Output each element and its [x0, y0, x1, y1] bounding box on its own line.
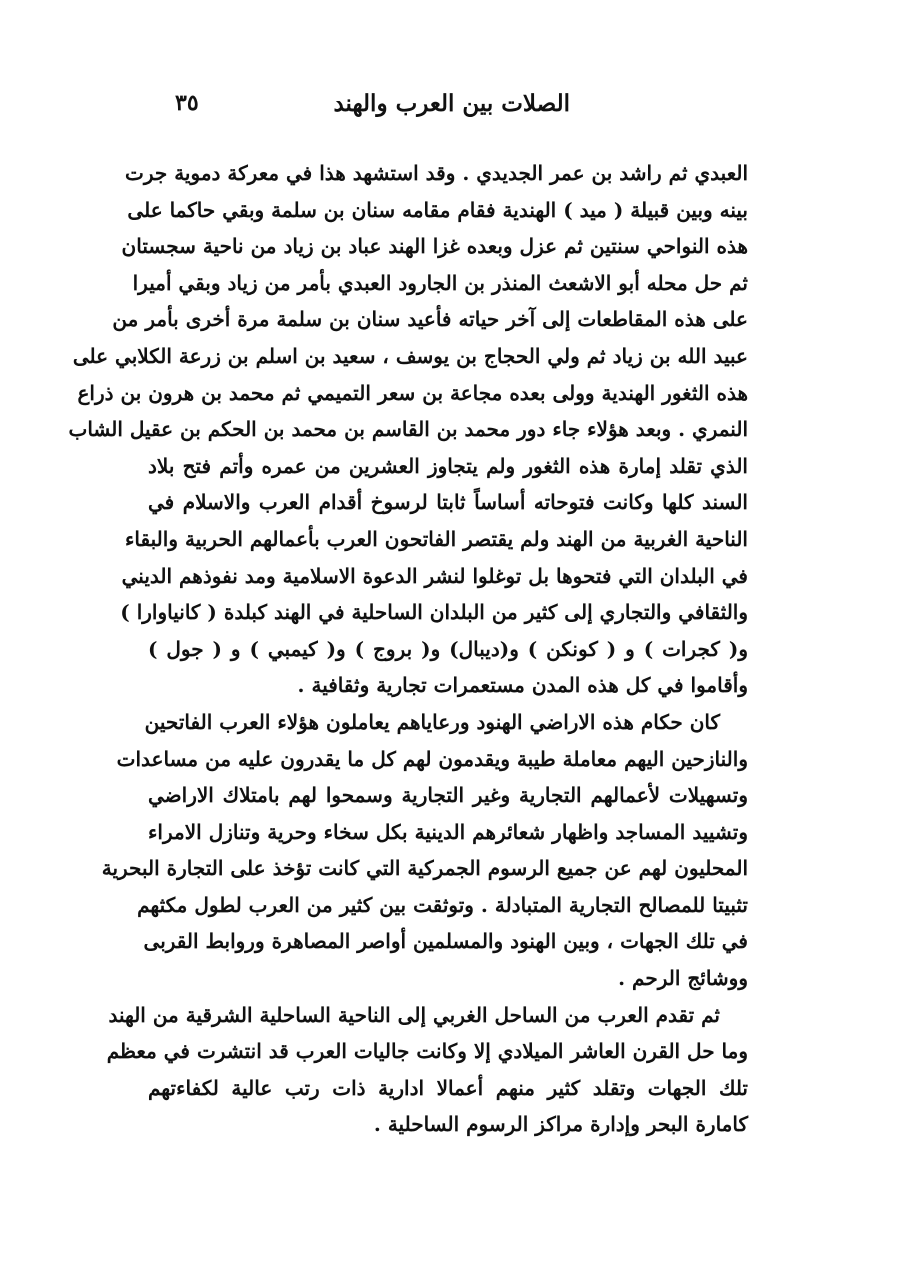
text-line: ووشائج الرحم . [618, 966, 748, 991]
paragraph-3 [106, 997, 748, 1143]
text-line: كامارة البحر وإدارة مراكز الرسوم الساحلية . [373, 1112, 748, 1137]
text-line: المحليون لهم عن جميع الرسوم الجمركية التي كانت تؤخذ على التجارة البحرية [101, 856, 748, 881]
text-line: على هذه المقاطعات إلى آخر حياته فأعيد سنان بن سلمة مرة أخرى بأمر من [112, 307, 748, 332]
text-line: وتشييد المساجد واظهار شعائرهم الدينية بكل سخاء وحرية وتنازل الامراء [148, 819, 748, 844]
text-line: والثقافي والتجاري إلى كثير من البلدان الساحلية في الهند كبلدة ( كانياوارا ) [120, 600, 748, 625]
text-line: الذي تقلد إمارة هذه الثغور ولم يتجاوز العشرين من عمره وأتم فتح بلاد [148, 453, 748, 478]
text-line: وتسهيلات لأعمالهم التجارية وغير التجارية وسمحوا لهم بامتلاك الاراضي [148, 783, 748, 808]
text-line: في البلدان التي فتحوها بل توغلوا لنشر الدعوة الاسلامية ومد نفوذهم الديني [121, 563, 748, 588]
text-line: السند كلها وكانت فتوحاته أساساً ثابتا لرسوخ أقدام العرب والاسلام في [148, 490, 748, 515]
text-line: كان حكام هذه الاراضي الهنود ورعاياهم يعاملون هؤلاء العرب الفاتحين [144, 709, 720, 734]
text-line: ثم حل محله أبو الاشعث المنذر بن الجارود العبدي بأمر من زياد وبقي أميرا [132, 270, 748, 295]
text-line: تلك الجهات وتقلد كثير منهم أعمالا ادارية ذات رتب عالية لكفاءتهم [148, 1075, 748, 1100]
page-number: ٣٥ [175, 90, 199, 116]
text-line: النمري . وبعد هؤلاء جاء دور محمد بن القاسم بن محمد بن الحكم بن عقيل الشاب [68, 417, 748, 442]
running-title: الصلات بين العرب والهند [333, 89, 570, 117]
text-line: بينه وبين قبيلة ( ميد ) الهندية فقام مقامه سنان بن سلمة وبقي حاكما على [127, 197, 748, 222]
text-line: الناحية الغربية من الهند ولم يقتصر الفاتحون العرب بأعمالهم الحربية والبقاء [125, 526, 748, 551]
text-line: هذه الثغور الهندية وولى بعده مجاعة بن سعر التميمي ثم محمد بن هرون بن ذراع [77, 380, 748, 405]
text-line: هذه النواحي سنتين ثم عزل وبعده غزا الهند عباد بن زياد من ناحية سجستان [121, 234, 748, 259]
text-line: تثبيتا للمصالح التجارية المتبادلة . وتوثقت بين كثير من العرب لطول مكثهم [137, 892, 748, 917]
paragraph-2 [101, 704, 748, 997]
page-header [175, 83, 570, 123]
text-line: عبيد الله بن زياد ثم ولي الحجاج بن يوسف ، سعيد بن اسلم بن زرعة الكلابي على [72, 343, 748, 368]
text-line: و( كجرات ) و ( كونكن ) و(ديبال) و( بروج ) و( كيمبي ) و ( جول ) [148, 636, 748, 661]
page-body [68, 155, 748, 1143]
text-line: ثم تقدم العرب من الساحل الغربي إلى الناحية الساحلية الشرقية من الهند [108, 1002, 720, 1027]
text-line: في تلك الجهات ، وبين الهنود والمسلمين أواصر المصاهرة وروابط القربى [143, 929, 748, 954]
text-line: وما حل القرن العاشر الميلادي إلا وكانت جاليات العرب قد انتشرت في معظم [106, 1039, 748, 1064]
paragraph-1 [68, 155, 748, 704]
text-line: والنازحين اليهم معاملة طيبة ويقدمون لهم كل ما يقدرون عليه من مساعدات [116, 746, 748, 771]
text-line: العبدي ثم راشد بن عمر الجديدي . وقد استشهد هذا في معركة دموية جرت [125, 161, 748, 185]
text-line: وأقاموا في كل هذه المدن مستعمرات تجارية وثقافية . [297, 673, 748, 698]
